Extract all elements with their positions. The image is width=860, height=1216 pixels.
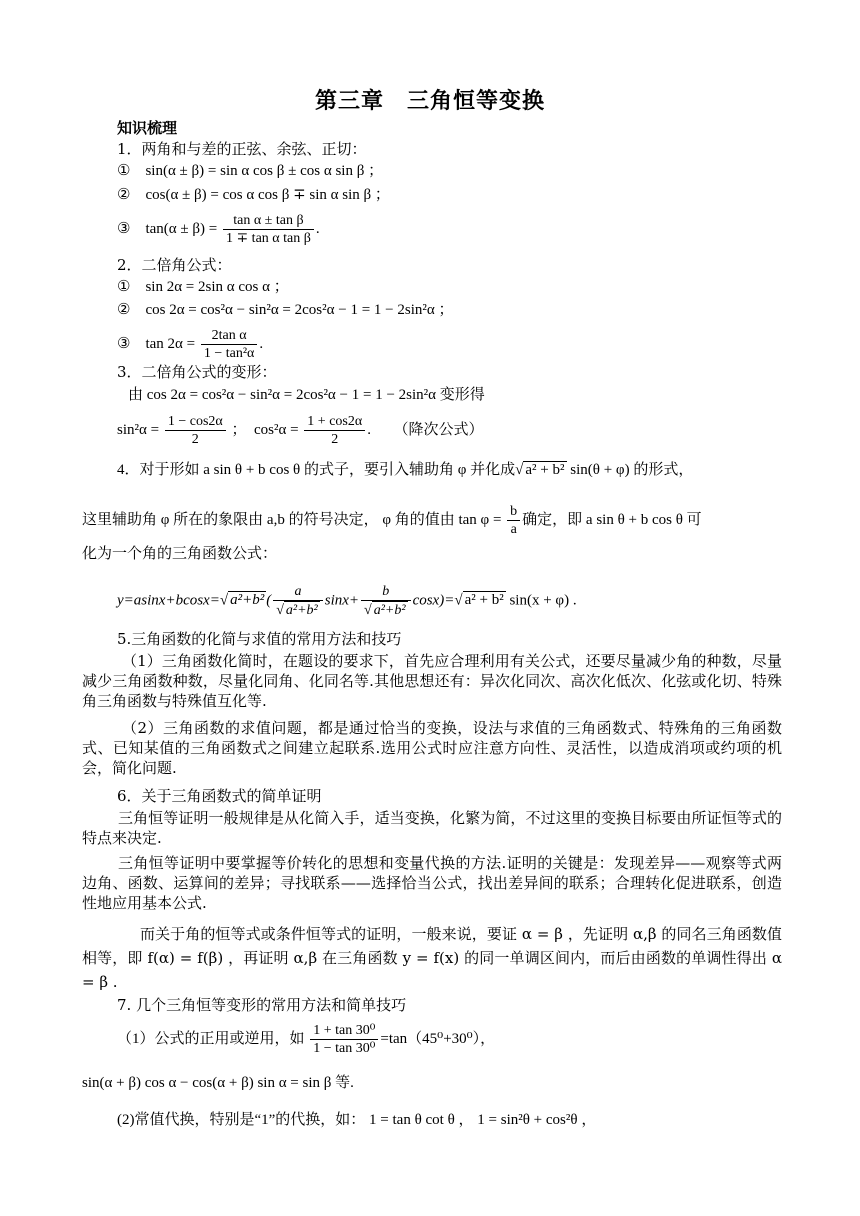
s1-heading: 1．两角和与差的正弦、余弦、正切： [117,140,367,158]
s2-heading: 2．二倍角公式： [117,256,232,274]
s7-line-1 [117,1022,495,1057]
s7-line-2: sin(α + β) cos α − cos(α + β) sin α = sin β 等. [82,1075,354,1091]
s2-f3-end: . [259,335,264,352]
s4-l1-text: 4．对于形如 a sin θ + b cos θ 的式子，要引入辅助角 φ 并化成 [117,462,516,478]
s4-f-fraction-1 [273,583,323,619]
s1-f3-prefix: ③ tan(α ± β) = [117,220,218,237]
s6-paragraph-2: 三角恒等证明中要掌握等价转化的思想和变量代换的方法.证明的关键是：发现差异——观察等式两边角、函数、运算间的差异；寻找联系——选择恰当公式，找出差异间的联系；合理转化促进联系，创造性地应用基本公式. [82,854,782,912]
s4-f-num-1: a [294,584,302,599]
s3-a-prefix: sin²α = [117,421,160,438]
s4-f-fraction-2 [361,583,411,619]
s1-formula-2: ② cos(α ± β) = cos α cos β ∓ sin α sin β ； [117,187,390,203]
s4-f-den-1-sqrt: a²+b² [285,603,318,618]
s4-f-num-2: b [382,584,390,599]
s4-l2-denominator: a [507,520,520,538]
s4-f-sqrt-1: a²+b² [230,592,265,609]
s4-line-2 [82,503,702,538]
s6-paragraph-3: 而关于角的恒等式或条件恒等式的证明，一般来说，要证 α = β ，先证明 α,β 的同名三角函数值相等，即 f(α) = f(β) ，再证明 α,β 在三角函数 y = f(x) 的同一单调区间内，而后由函数的单调性得出 α = β . [82,925,782,991]
s4-l2-tail: 确定，即 a sin θ + b cos θ 可 [522,511,702,528]
s4-f-mid: sinx+ [324,592,360,609]
s3-b-numerator: 1 + cos2α [307,414,363,429]
s1-formula-3 [117,212,320,247]
s1-f3-denominator: 1 ∓ tan α tan β [223,229,314,247]
s4-f-close: cosx)= [412,592,455,609]
s2-formula-1: ① sin 2α = 2sin α cos α ； [117,279,289,295]
s3-heading: 3．二倍角公式的变形： [117,363,277,381]
s3-a-fraction [165,413,226,448]
s6-paragraph-1: 三角恒等证明一般规律是从化简入手，适当变换，化繁为简，不过这里的变换目标要由所证恒等式的特点来决定. [82,809,782,847]
page-title: 第三章 三角恒等变换 [314,88,545,114]
s3-b-denominator: 2 [304,430,365,448]
s3-end: . （降次公式） [367,421,484,438]
s7-l1-denominator: 1 − tan 30⁰ [310,1039,378,1057]
s7-heading: 7. 几个三角恒等变形的常用方法和简单技巧 [117,996,407,1014]
s2-f3-prefix: ③ tan 2α = [117,335,196,352]
s4-f-den-1: √ a²+b² [273,600,323,619]
s4-f-prefix: y=asinx+bcosx= [117,592,220,609]
s6-heading: 6．关于三角函数式的简单证明 [117,787,322,805]
s3-formulas [117,413,483,448]
s5-paragraph-2: （2）三角函数的求值问题，都是通过恰当的变换，设法与求值的三角函数式、特殊角的三角函数式、已知某值的三角函数式之间建立起联系.选用公式时应注意方向性、灵活性，以造成消项或约项的机会，简化问题. [82,719,782,777]
s4-f-open: ( [266,592,272,609]
s1-f3-end: . [315,220,320,237]
s4-line-1: 4．对于形如 a sin θ + b cos θ 的式子，要引入辅助角 φ 并化成√ a² + b² sin(θ + φ) 的形式， [117,462,694,478]
s7-line-3: (2)常值代换，特别是“1”的代换，如： 1 = tan θ cot θ ， 1 = sin²θ + cos²θ ， [117,1112,597,1128]
s4-line-3: 化为一个角的三角函数公式： [82,544,278,562]
s7-l1-tail: =tan（45⁰+30⁰）， [380,1030,496,1047]
s5-paragraph-1: （1）三角函数化简时，在题设的要求下，首先应合理利用有关公式，还要尽量减少角的种数，尽量减少三角函数种数，尽量化同角、化同名等.其他思想还有：异次化同次、高次化低次、化弦或化切、特殊角三角函数与特殊值互化等. [82,652,782,710]
s4-l2-text: 这里辅助角 φ 所在的象限由 a,b 的符号决定， φ 角的值由 tan φ = [82,511,502,528]
s4-f-sqrt-2: a² + b² [464,592,504,609]
s2-f3-fraction [201,327,258,362]
s2-f3-denominator: 1 − tan²α [201,344,258,362]
s4-f-den-2-sqrt: a²+b² [373,603,406,618]
s3-line-1: 由 cos 2α = cos²α − sin²α = 2cos²α − 1 = 1 − 2sin²α 变形得 [128,387,485,403]
s2-f3-numerator: 2tan α [211,328,247,343]
s2-formula-2: ② cos 2α = cos²α − sin²α = 2cos²α − 1 = 1 − 2sin²α ； [117,302,454,318]
s7-l1-text: （1）公式的正用或逆用，如 [117,1030,305,1047]
s4-formula: y=asinx+bcosx=√ a²+b² ( $\frac{a}{\text{√ a²+b²}}$ sinx+ $\frac{b}{\text{√ a²+b²}}$ cosx)=√ a² + b² sin(x + φ) . [117,584,577,618]
s1-f3-numerator: tan α ± tan β [233,213,304,228]
s7-l1-fraction [310,1022,378,1057]
s4-l1-sqrt: a² + b² [525,462,565,478]
s4-l2-fraction [507,503,520,538]
s4-l1-tail: sin(θ + φ) 的形式， [566,462,694,478]
s4-l2-numerator: b [510,504,518,519]
s2-formula-3 [117,327,263,362]
s3-b-fraction [304,413,365,448]
s7-l1-numerator: 1 + tan 30⁰ [313,1023,376,1038]
s3-b-prefix: ； cos²α = [231,421,299,438]
s1-f3-fraction [223,212,314,247]
s5-heading: 5.三角函数的化简与求值的常用方法和技巧 [117,630,402,648]
s4-f-den-2: √ a²+b² [361,600,411,619]
s3-a-denominator: 2 [165,430,226,448]
section-heading: 知识梳理 [117,119,178,137]
s3-a-numerator: 1 − cos2α [167,414,223,429]
s1-formula-1: ① sin(α ± β) = sin α cos β ± cos α sin β ； [117,163,384,179]
s4-f-end: sin(x + φ) . [505,592,577,609]
